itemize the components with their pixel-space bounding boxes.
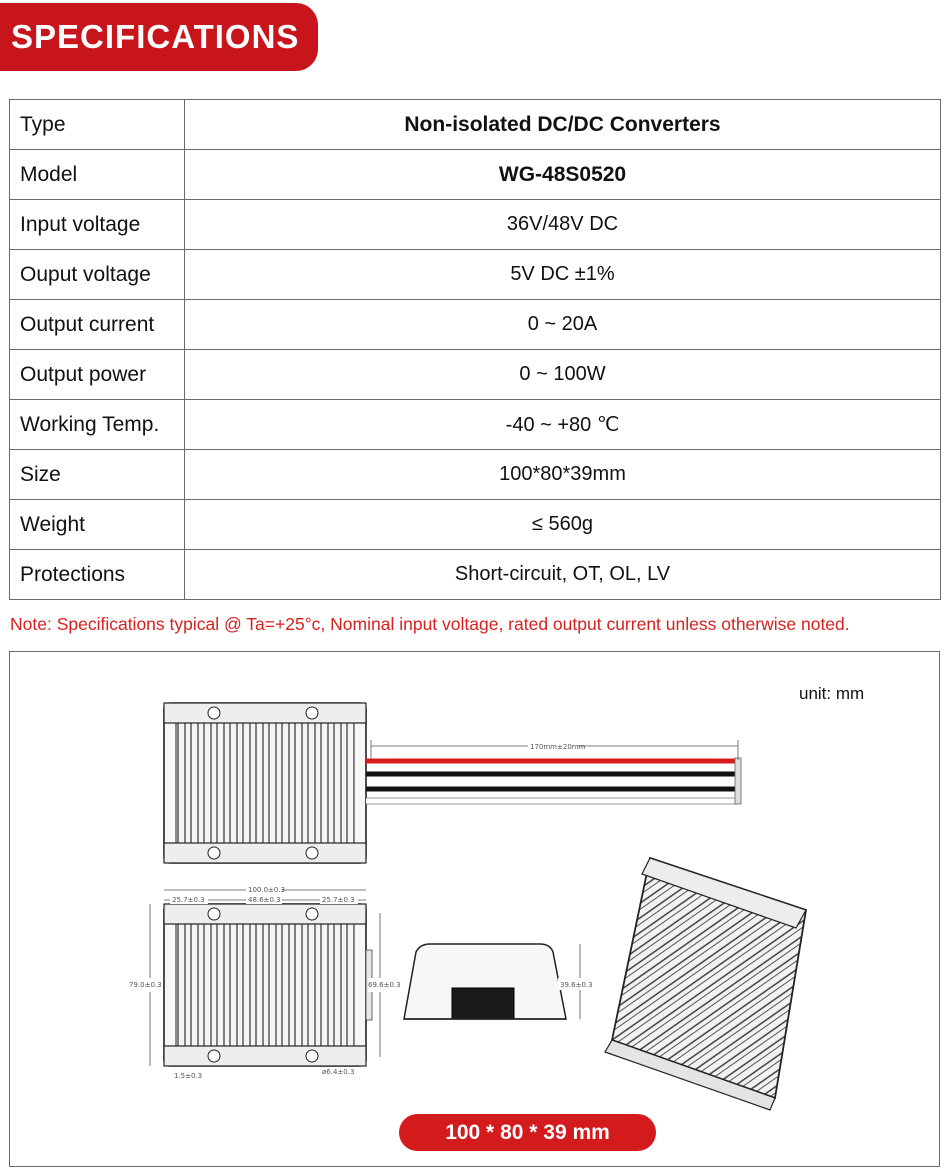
top-view-module — [164, 703, 366, 863]
spec-label: Output current — [10, 300, 185, 350]
depth-dim: 39.6±0.3 — [560, 981, 593, 989]
spec-label: Input voltage — [10, 200, 185, 250]
spec-value: -40 ~ +80 ℃ — [185, 400, 941, 450]
spec-value: 0 ~ 20A — [185, 300, 941, 350]
inner-height-dim: 69.6±0.3 — [368, 981, 401, 989]
page-title: SPECIFICATIONS — [11, 18, 300, 55]
spec-note: Note: Specifications typical @ Ta=+25°c, Nominal input voltage, rated output current unless otherwise noted. — [10, 614, 850, 634]
wire-length-dim: 170mm±20mm — [530, 743, 586, 751]
total-width-dim: 100.0±0.3 — [248, 886, 286, 894]
spec-value: 5V DC ±1% — [185, 250, 941, 300]
spec-label: Model — [10, 150, 185, 200]
spec-value: 36V/48V DC — [185, 200, 941, 250]
spec-value: 0 ~ 100W — [185, 350, 941, 400]
unit-label: unit: mm — [799, 684, 865, 703]
spec-value: Non-isolated DC/DC Converters — [185, 100, 941, 150]
spec-value: ≤ 560g — [185, 500, 941, 550]
flange-dim: 1.5±0.3 — [174, 1072, 203, 1080]
spec-value: Short-circuit, OT, OL, LV — [185, 550, 941, 600]
center-spacing-dim: 48.6±0.3 — [248, 896, 281, 904]
spec-label: Size — [10, 450, 185, 500]
height-dim: 79.0±0.3 — [129, 981, 162, 989]
spec-label: Type — [10, 100, 185, 150]
right-spacing-dim: 25.7±0.3 — [322, 896, 355, 904]
isometric-product-view — [605, 858, 806, 1110]
hole-dim: ø6.4±0.3 — [322, 1068, 355, 1076]
spec-value: WG-48S0520 — [185, 150, 941, 200]
spec-label: Output power — [10, 350, 185, 400]
spec-label: Working Temp. — [10, 400, 185, 450]
spec-label: Ouput voltage — [10, 250, 185, 300]
spec-label: Protections — [10, 550, 185, 600]
spec-value: 100*80*39mm — [185, 450, 941, 500]
size-badge: 100 * 80 * 39 mm — [399, 1114, 656, 1151]
spec-label: Weight — [10, 500, 185, 550]
left-spacing-dim: 25.7±0.3 — [172, 896, 205, 904]
front-view-module — [140, 886, 402, 1066]
